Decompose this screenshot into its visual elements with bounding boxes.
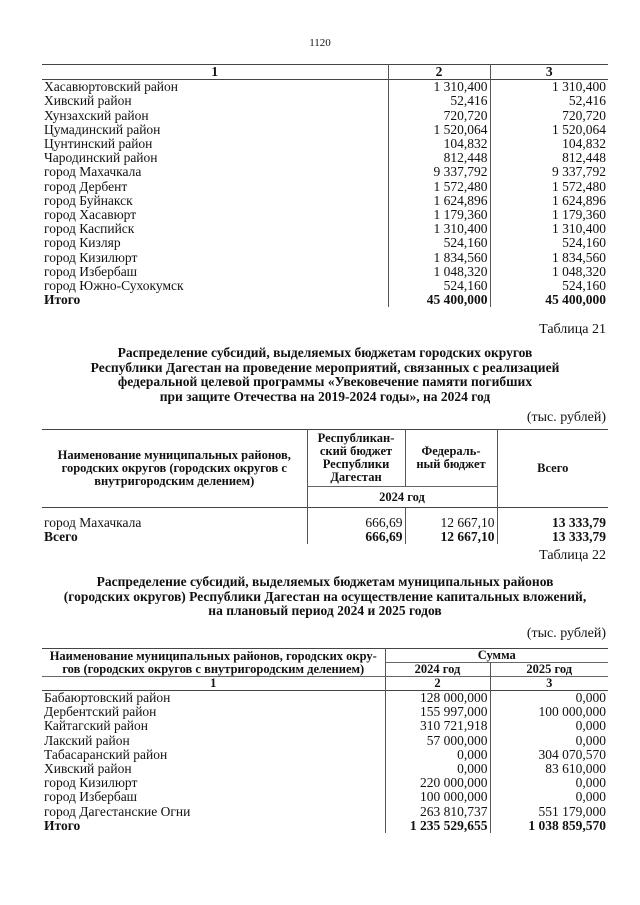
title-line: Распределение субсидий, выделяемых бюджетам муниципальных районов <box>96 574 554 589</box>
value-cell: 0,000 <box>490 734 608 748</box>
title-line: (городских округов) Республики Дагестан на осуществление капитальных вложений, <box>63 588 587 604</box>
table-row <box>42 691 608 706</box>
value-cell: 1 038 859,570 <box>490 819 608 833</box>
value-cell: 263 810,737 <box>385 805 490 819</box>
row-name: Лакский район <box>44 732 130 748</box>
value-cell: 1 048,320 <box>490 265 608 279</box>
row-name: город Каспийск <box>44 221 135 237</box>
row-name: Чародинский район <box>44 150 158 166</box>
row-name: Кайтагский район <box>44 718 148 734</box>
value-cell: 0,000 <box>490 790 608 804</box>
value-cell: 304 070,570 <box>490 748 608 762</box>
value-cell: 1 520,064 <box>490 123 608 137</box>
value-cell: 1 520,064 <box>388 123 490 137</box>
table-row <box>42 265 608 279</box>
total-row <box>42 293 608 307</box>
table-row <box>42 251 608 265</box>
table-row <box>42 719 608 733</box>
row-name: Хивский район <box>44 761 132 777</box>
row-name: Табасаранский район <box>44 746 168 762</box>
row-name: город Южно-Сухокумск <box>44 278 184 294</box>
header-republican-budget: Республикан-ский бюджет Республики Дагестан <box>307 430 405 487</box>
header-2025: 2025 год <box>490 663 608 677</box>
row-name: город Избербаш <box>44 263 138 279</box>
value-cell: 524,160 <box>388 236 490 250</box>
row-name: город Кизилюрт <box>44 249 138 265</box>
col-number: 3 <box>490 65 608 80</box>
title-line: на плановый период 2024 и 2025 годов <box>208 603 442 619</box>
value-cell: 1 572,480 <box>490 180 608 194</box>
value-cell: 100 000,000 <box>490 705 608 719</box>
value-cell: 1 572,480 <box>388 180 490 194</box>
title-line: Распределение субсидий, выделяемых бюджетам городских округов <box>117 345 533 360</box>
value-cell: 1 179,360 <box>490 208 608 222</box>
value-cell: 524,160 <box>490 279 608 293</box>
table-row <box>42 279 608 293</box>
row-name: Цумадинский район <box>44 121 161 137</box>
col-number: 3 <box>490 677 608 691</box>
table-row <box>42 705 608 719</box>
total-row <box>42 530 608 544</box>
table-21 <box>42 429 608 544</box>
value-cell: 1 310,400 <box>490 80 608 95</box>
value-cell: 551 179,000 <box>490 805 608 819</box>
value-cell: 45 400,000 <box>388 293 490 307</box>
value-cell: 83 610,000 <box>490 762 608 776</box>
value-cell: 720,720 <box>388 109 490 123</box>
col-number: 2 <box>385 677 490 691</box>
table-row <box>42 137 608 151</box>
row-name: Хасавюртовский район <box>44 79 179 95</box>
table-row <box>42 516 608 530</box>
value-cell: 812,448 <box>490 151 608 165</box>
table-row <box>42 180 608 194</box>
value-cell: 104,832 <box>490 137 608 151</box>
table-row <box>42 236 608 250</box>
republican-value: 666,69 <box>307 516 405 530</box>
value-cell: 524,160 <box>490 236 608 250</box>
table-22-label: Таблица 22 <box>539 548 606 563</box>
row-name: город Махачкала <box>44 514 142 530</box>
value-cell: 57 000,000 <box>385 734 490 748</box>
row-name: город Дербент <box>44 178 128 194</box>
units-label: (тыс. рублей) <box>526 410 606 425</box>
row-name: город Хасавюрт <box>44 207 137 223</box>
value-cell: 812,448 <box>388 151 490 165</box>
title-line: федеральной целевой программы «Увековечение памяти погибших <box>117 374 533 390</box>
value-cell: 155 997,000 <box>385 705 490 719</box>
row-name: город Махачкала <box>44 164 142 180</box>
value-cell: 128 000,000 <box>385 691 490 706</box>
value-cell: 1 624,896 <box>388 194 490 208</box>
table-row <box>42 776 608 790</box>
table-row <box>42 109 608 123</box>
value-cell: 220 000,000 <box>385 776 490 790</box>
value-cell: 310 721,918 <box>385 719 490 733</box>
table-row <box>42 208 608 222</box>
column-number-row <box>42 65 608 80</box>
value-cell: 9 337,792 <box>490 165 608 179</box>
table-row <box>42 790 608 804</box>
value-cell: 0,000 <box>385 762 490 776</box>
header-year: 2024 год <box>307 487 497 508</box>
table-21-title <box>40 346 610 404</box>
value-cell: 524,160 <box>388 279 490 293</box>
row-name: Хивский район <box>44 93 132 109</box>
units-label: (тыс. рублей) <box>526 626 606 641</box>
value-cell: 104,832 <box>388 137 490 151</box>
row-name: город Буйнакск <box>44 192 133 208</box>
value-cell: 1 310,400 <box>490 222 608 236</box>
value-cell: 1 310,400 <box>388 222 490 236</box>
value-cell: 1 624,896 <box>490 194 608 208</box>
title-line: Республики Дагестан на проведение мероприятий, связанных с реализацией <box>90 359 560 375</box>
value-cell: 100 000,000 <box>385 790 490 804</box>
table-22-title <box>40 575 610 619</box>
value-cell: 0,000 <box>490 691 608 706</box>
header-name: Наименование муниципальных районов, городских окру-гов (городских округов с внутригородским делением) <box>42 649 385 677</box>
page-number: 1120 <box>309 37 331 49</box>
table-21-label: Таблица 21 <box>539 322 606 337</box>
federal-value: 12 667,10 <box>405 530 497 544</box>
total-value: 13 333,79 <box>497 530 608 544</box>
header-sum: Сумма <box>385 649 608 663</box>
row-name: Хунзахский район <box>44 107 149 123</box>
total-value: 13 333,79 <box>497 516 608 530</box>
value-cell: 1 179,360 <box>388 208 490 222</box>
row-name: Цунтинский район <box>44 136 153 152</box>
table-row <box>42 151 608 165</box>
row-name: Дербентский район <box>44 704 157 720</box>
value-cell: 52,416 <box>490 94 608 108</box>
row-name: Всего <box>44 528 78 544</box>
row-name: Итого <box>44 817 81 833</box>
value-cell: 1 048,320 <box>388 265 490 279</box>
row-name: город Кизилюрт <box>44 775 138 791</box>
title-line: при защите Отечества на 2019-2024 годы», на 2024 год <box>159 388 491 404</box>
table-row <box>42 194 608 208</box>
value-cell: 1 834,560 <box>388 251 490 265</box>
header-name: Наименование муниципальных районов, городских округов (городских округов с внутригородским делением) <box>57 448 291 488</box>
value-cell: 1 310,400 <box>388 80 490 95</box>
header-total: Всего <box>497 430 608 508</box>
table-continuation <box>42 64 608 307</box>
table-22 <box>42 648 608 833</box>
value-cell: 9 337,792 <box>388 165 490 179</box>
row-name: город Избербаш <box>44 789 138 805</box>
table-row <box>42 80 608 95</box>
table-row <box>42 734 608 748</box>
header-2024: 2024 год <box>385 663 490 677</box>
row-name: город Дагестанские Огни <box>44 803 191 819</box>
value-cell: 52,416 <box>388 94 490 108</box>
header-federal-budget: Федераль-ный бюджет <box>405 430 497 487</box>
table-row <box>42 94 608 108</box>
value-cell: 720,720 <box>490 109 608 123</box>
value-cell: 1 834,560 <box>490 251 608 265</box>
col-number: 1 <box>210 676 217 690</box>
table-row <box>42 222 608 236</box>
table-row <box>42 165 608 179</box>
row-name: Итого <box>44 292 81 308</box>
row-name: город Кизляр <box>44 235 121 251</box>
total-row <box>42 819 608 833</box>
value-cell: 0,000 <box>385 748 490 762</box>
value-cell: 0,000 <box>490 719 608 733</box>
value-cell: 45 400,000 <box>490 293 608 307</box>
table-row <box>42 123 608 137</box>
row-name: Бабаюртовский район <box>44 690 171 705</box>
table-row <box>42 762 608 776</box>
republican-value: 666,69 <box>307 530 405 544</box>
table-row <box>42 805 608 819</box>
value-cell: 0,000 <box>490 776 608 790</box>
federal-value: 12 667,10 <box>405 516 497 530</box>
table-row <box>42 748 608 762</box>
value-cell: 1 235 529,655 <box>385 819 490 833</box>
col-number: 2 <box>388 65 490 80</box>
col-number: 1 <box>211 64 219 79</box>
